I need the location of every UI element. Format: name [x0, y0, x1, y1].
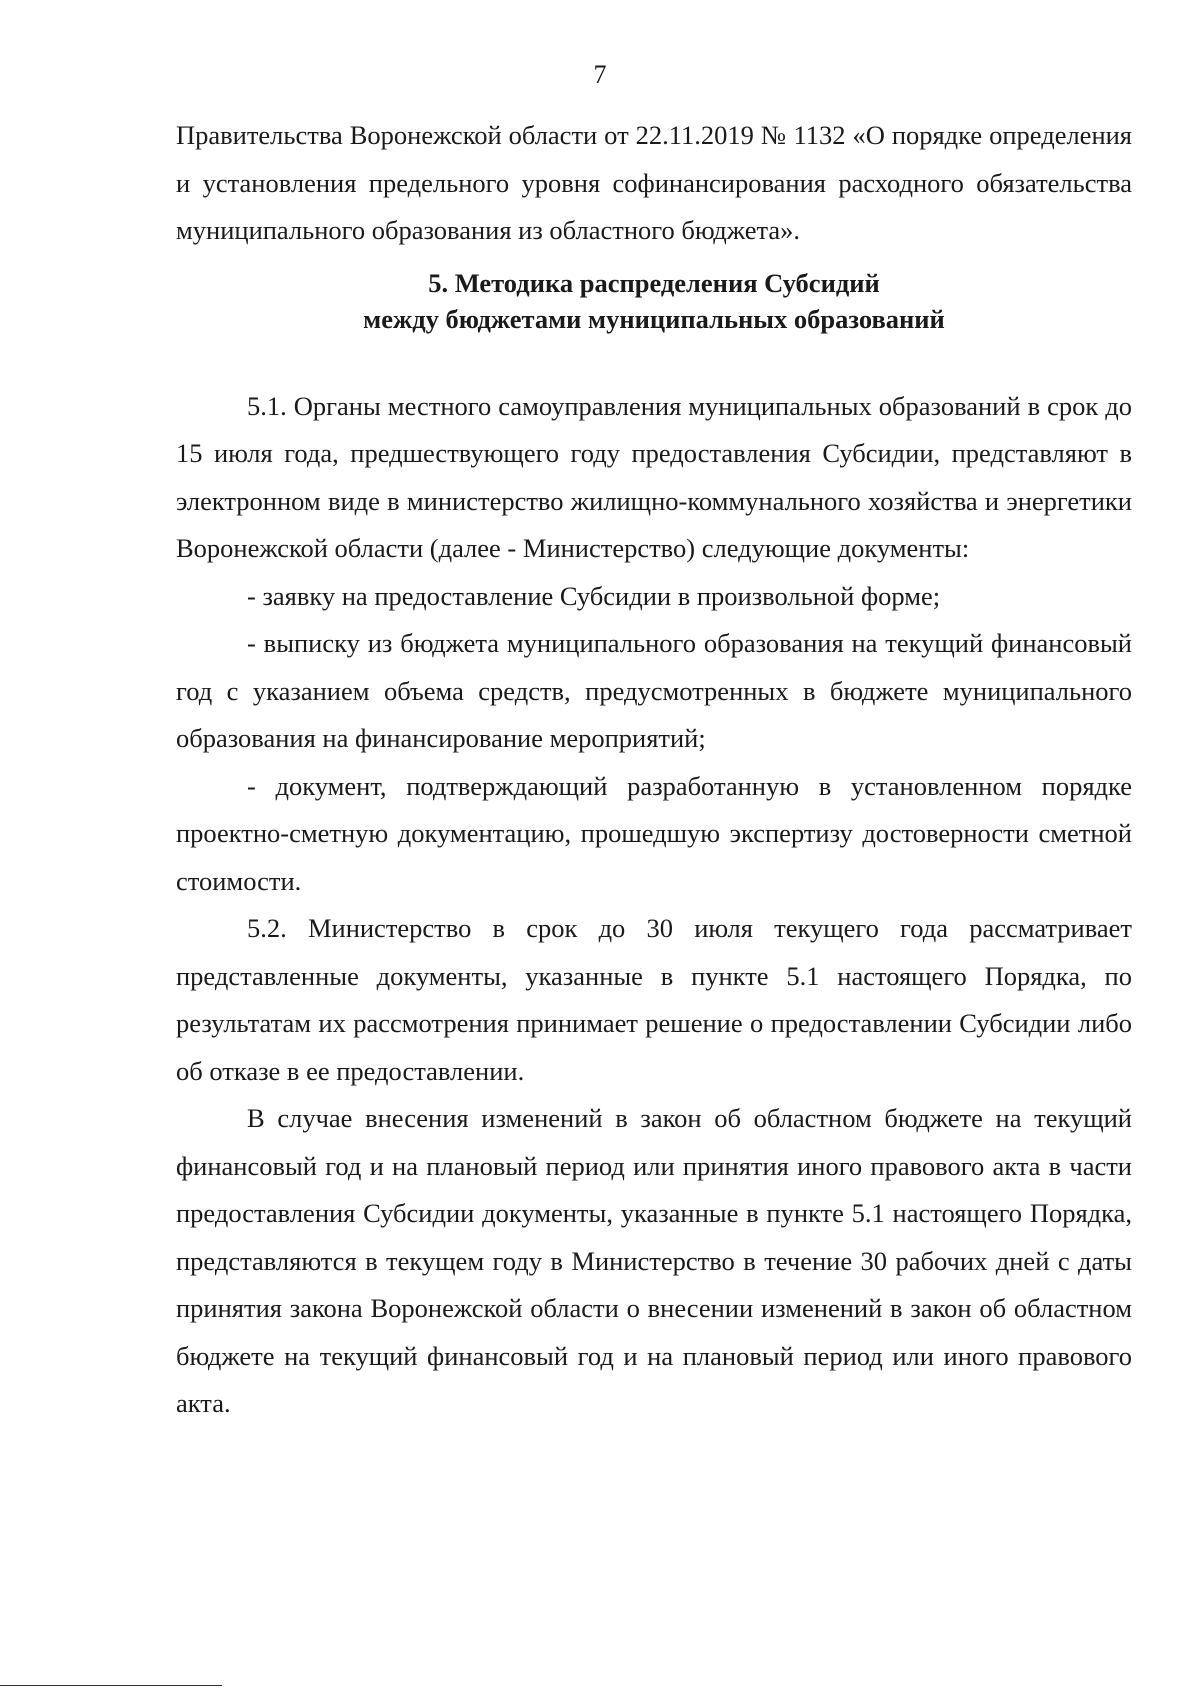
footer-divider [0, 1685, 222, 1686]
paragraph-5-1: 5.1. Органы местного самоуправления муниципальных образований в срок до 15 июля года, предшествующего году предоставления Субсидии, представляют в электронном виде в министерство жилищно-коммунального хозяйства и энергетики Воронежской области (далее - Министерство) следующие документы: [176, 390, 1132, 563]
list-item-application: - заявку на предоставление Субсидии в произвольной форме; [247, 580, 941, 611]
paragraph-5-2: 5.2. Министерство в срок до 30 июля текущего года рассматривает представленные документы, указанные в пункте 5.1 настоящего Порядка, по результатам их рассмотрения принимает решение о предоставлении Субсидии либо об отказе в ее предоставлении. [176, 913, 1132, 1086]
section-heading-line-2: между бюджетами муниципальных образований [363, 303, 945, 334]
document-body [176, 112, 1132, 1428]
section-heading-line-1: 5. Методика распределения Субсидий [428, 267, 880, 298]
page-number: 7 [593, 60, 607, 89]
intro-paragraph: Правительства Воронежской области от 22.11.2019 № 1132 «О порядке определения и установления предельного уровня софинансирования расходного обязательства муниципального образования из областного бюджета». [176, 120, 1132, 245]
paragraph-budget-changes: В случае внесения изменений в закон об областном бюджете на текущий финансовый год и на плановый период или принятия иного правового акта в части предоставления Субсидии документы, указанные в пункте 5.1 настоящего Порядка, представляются в текущем году в Министерство в течение 30 рабочих дней с даты принятия закона Воронежской области о внесении изменений в закон об областном бюджете на текущий финансовый год и на плановый период или иного правового акта. [176, 1103, 1132, 1418]
list-item-budget-extract: - выписку из бюджета муниципального образования на текущий финансовый год с указанием объема средств, предусмотренных в бюджете муниципального образования на финансирование мероприятий; [176, 628, 1132, 753]
list-item-design-document: - документ, подтверждающий разработанную в установленном порядке проектно-сметную документацию, прошедшую экспертизу достоверности сметной стоимости. [176, 770, 1132, 896]
section-heading [176, 265, 1132, 337]
